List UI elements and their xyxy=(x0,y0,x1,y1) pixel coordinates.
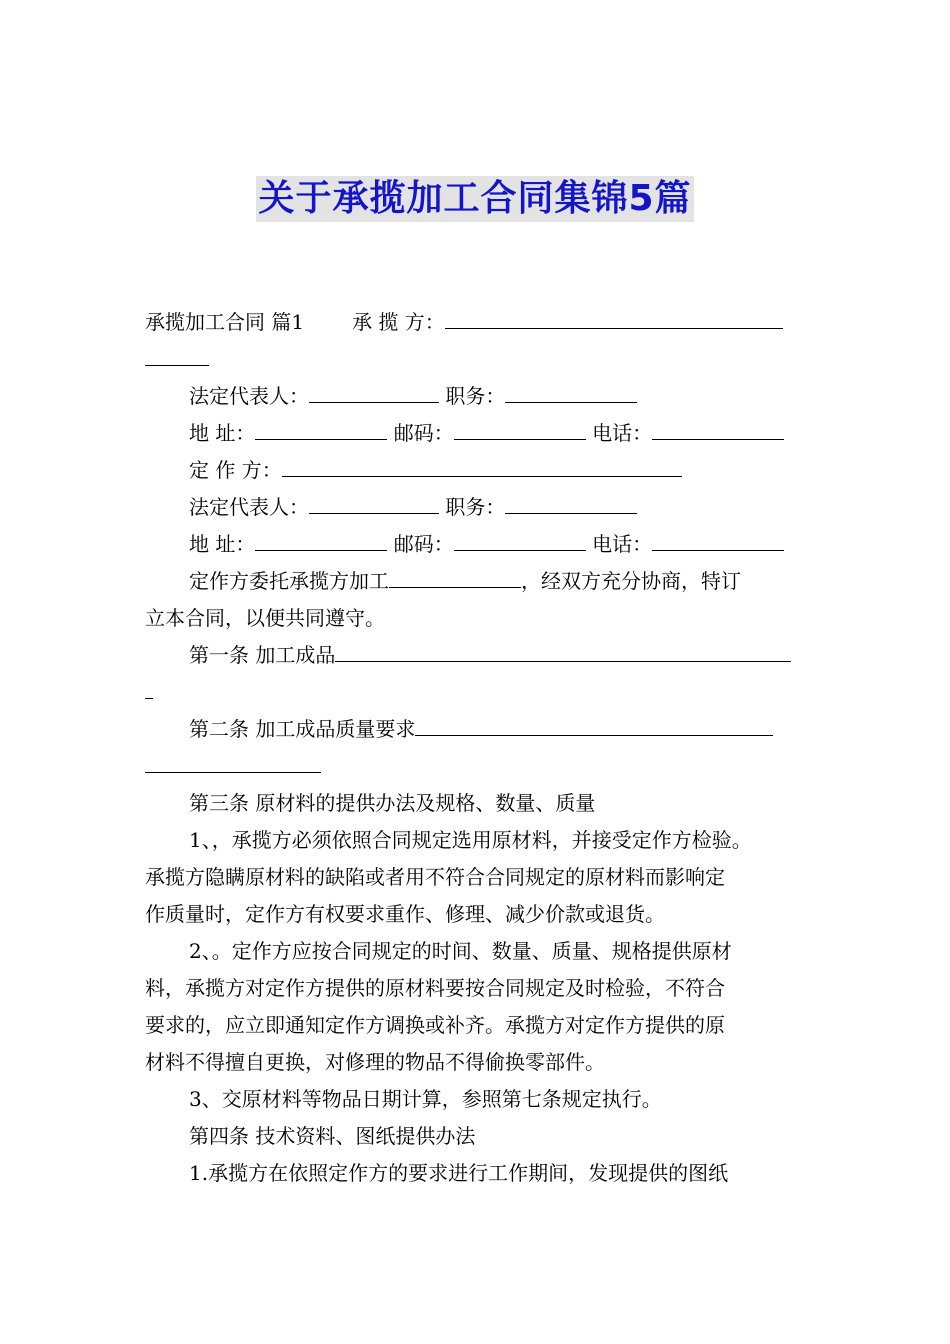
article-3-p2-line-1: 2、。定作方应按合同规定的时间、数量、质量、规格提供原材 xyxy=(189,939,732,963)
client-blank[interactable] xyxy=(282,452,682,477)
article-3-title: 第三条 原材料的提供办法及规格、数量、质量 xyxy=(189,791,596,815)
entrust-line-1 xyxy=(145,563,810,600)
client-address-line xyxy=(145,526,810,563)
article-1-line xyxy=(145,637,810,674)
entrust-text-3: 立本合同，以便共同遵守。 xyxy=(145,606,385,630)
article-3-p2-line-3: 要求的，应立即通知定作方调换或补齐。承揽方对定作方提供的原 xyxy=(145,1013,725,1037)
article-2-label: 第二条 加工成品质量要求 xyxy=(189,717,416,741)
article-1-continuation-line xyxy=(145,674,810,711)
entrust-text-1: 定作方委托承揽方加工 xyxy=(189,569,389,593)
article-3-p1-line-1: 1、，承揽方必须依照合同规定选用原材料，并接受定作方检验。 xyxy=(189,828,752,852)
contractor-label: 承 揽 方： xyxy=(352,310,445,334)
phone-label: 电话： xyxy=(592,532,653,556)
entrust-line-2 xyxy=(145,600,810,637)
client-address-blank[interactable] xyxy=(255,526,387,551)
client-position-blank[interactable] xyxy=(505,489,637,514)
article-1-blank[interactable] xyxy=(335,637,791,662)
entrust-text-2: ，经双方充分协商，特订 xyxy=(521,569,741,593)
article-3-p1-line-3: 作质量时，定作方有权要求重作、修理、减少价款或退货。 xyxy=(145,902,665,926)
position-label: 职务： xyxy=(445,384,506,408)
article-1-label: 第一条 加工成品 xyxy=(189,643,336,667)
address-label: 地 址： xyxy=(189,532,256,556)
contractor-position-blank[interactable] xyxy=(505,378,637,403)
position-label: 职务： xyxy=(445,495,506,519)
article-3-p3: 3、交原材料等物品日期计算，参照第七条规定执行。 xyxy=(189,1087,662,1111)
document-body xyxy=(145,304,810,1192)
contractor-address-blank[interactable] xyxy=(255,415,387,440)
contractor-legal-rep-blank[interactable] xyxy=(309,378,439,403)
article-3-p1-line-2: 承揽方隐瞒原材料的缺陷或者用不符合合同规定的原材料而影响定 xyxy=(145,865,725,889)
contract-heading-line xyxy=(145,304,810,341)
contractor-rep-line xyxy=(145,378,810,415)
article-4-p1-line-1: 1.承揽方在依照定作方的要求进行工作期间，发现提供的图纸 xyxy=(189,1161,729,1185)
article-2-continuation-line xyxy=(145,748,810,785)
contractor-postcode-blank[interactable] xyxy=(454,415,586,440)
processing-item-blank[interactable] xyxy=(389,563,521,588)
article-4-title: 第四条 技术资料、图纸提供办法 xyxy=(189,1124,476,1148)
client-phone-blank[interactable] xyxy=(652,526,784,551)
contractor-address-line xyxy=(145,415,810,452)
postcode-label: 邮码： xyxy=(393,421,454,445)
contractor-blank-continuation[interactable] xyxy=(145,341,209,366)
phone-label: 电话： xyxy=(592,421,653,445)
client-postcode-blank[interactable] xyxy=(454,526,586,551)
article-2-blank[interactable] xyxy=(415,711,773,736)
article-2-line xyxy=(145,711,810,748)
contractor-phone-blank[interactable] xyxy=(652,415,784,440)
contract-heading: 承揽加工合同 篇1 xyxy=(145,310,305,334)
client-rep-line xyxy=(145,489,810,526)
contractor-blank-continuation-line xyxy=(145,341,810,378)
postcode-label: 邮码： xyxy=(393,532,454,556)
client-label: 定 作 方： xyxy=(189,458,282,482)
document-title: 关于承揽加工合同集锦5篇 xyxy=(256,176,693,222)
article-2-blank-continuation[interactable] xyxy=(145,748,321,773)
client-legal-rep-blank[interactable] xyxy=(309,489,439,514)
contractor-blank[interactable] xyxy=(445,304,783,329)
client-line xyxy=(145,452,810,489)
article-1-blank-continuation[interactable] xyxy=(145,674,153,699)
article-3-p2-line-4: 材料不得擅自更换，对修理的物品不得偷换零部件。 xyxy=(145,1050,605,1074)
article-3-p2-line-2: 料，承揽方对定作方提供的原材料要按合同规定及时检验，不符合 xyxy=(145,976,725,1000)
legal-rep-label: 法定代表人： xyxy=(189,495,309,519)
title-container xyxy=(0,176,950,222)
legal-rep-label: 法定代表人： xyxy=(189,384,309,408)
address-label: 地 址： xyxy=(189,421,256,445)
